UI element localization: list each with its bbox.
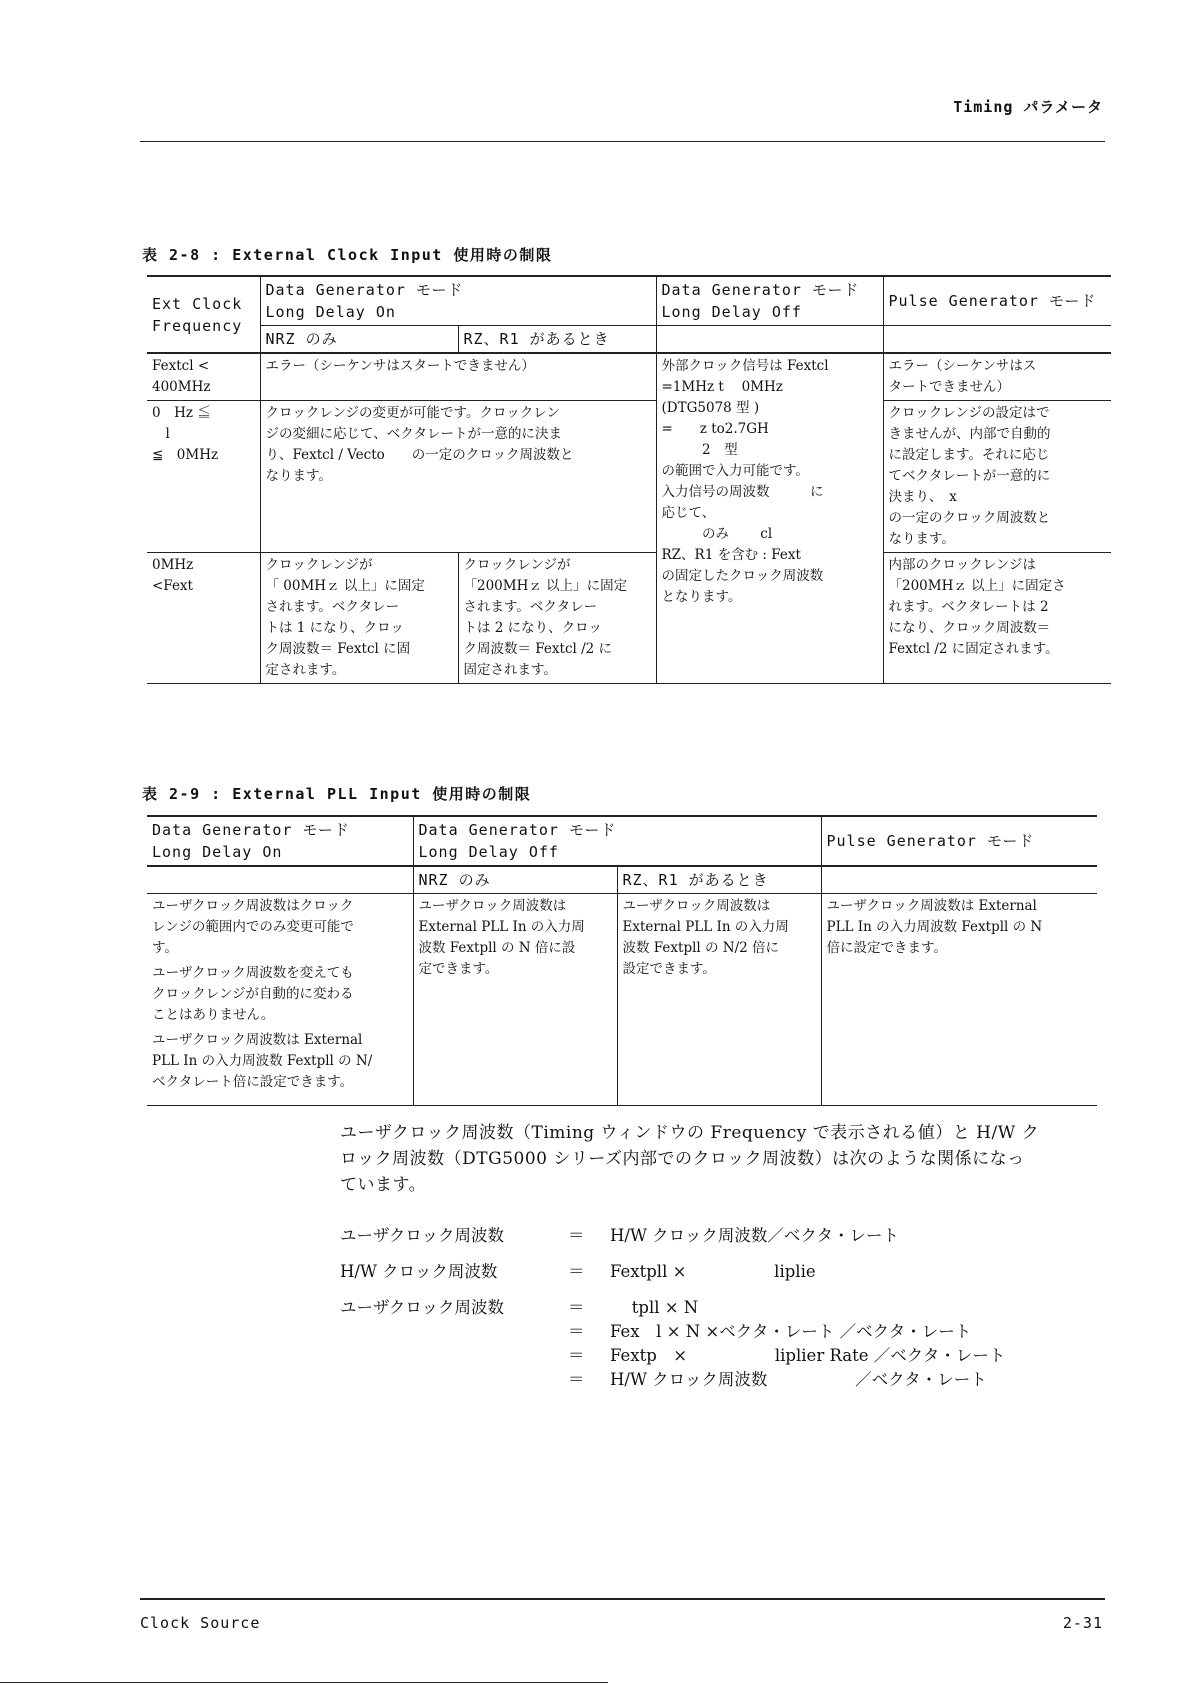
relation-rhs: Fex l × N ×ベクタ・レート ／ベクタ・レート (610, 1322, 972, 1341)
relation-eq: ＝ (568, 1370, 585, 1389)
row1-long-delay-on: エラー（シーケンサはスタートできません） (260, 353, 656, 401)
subheader-empty (656, 326, 883, 354)
subheader-nrz: NRZ のみ (413, 866, 617, 894)
row3-pulse-gen: 内部のクロックレンジは 「200MHｚ 以上」に固定さ れます。ベクタレートは 2 になり、クロック周波数＝ Fextcl /2 に固定されます。 (883, 553, 1111, 684)
table-2-9 (147, 815, 1097, 1106)
header-dg-long-delay-off: Data Generator モード Long Delay Off (413, 816, 821, 866)
relation-rhs: H/W クロック周波数／ベクタ・レート (610, 1226, 899, 1245)
relation-lhs: ユーザクロック周波数 (340, 1226, 505, 1245)
relation-row (340, 1258, 816, 1282)
table-2-8-caption: 表 2-8 : External Clock Input 使用時の制限 (142, 246, 553, 264)
relation-rhs: tpll × N (610, 1298, 699, 1317)
row1-freq: Fextcl < 400MHz (147, 353, 260, 401)
relation-rhs: H/W クロック周波数 ／ベクタ・レート (610, 1370, 987, 1389)
relation-row (340, 1294, 698, 1318)
row3-rz: クロックレンジが 「200MHｚ 以上」に固定 されます。ベクタレー トは 2 になり、クロッ ク周波数＝ Fextcl /2 に 固定されます。 (458, 553, 656, 684)
relation-rhs: Fextp × liplier Rate ／ベクタ・レート (610, 1346, 1006, 1365)
pulse-gen-text: ユーザクロック周波数は External PLL In の入力周波数 Fextpll の N 倍に設定できます。 (821, 894, 1097, 1106)
footer-page-number: 2-31 (1062, 1614, 1103, 1632)
on-para-3: ユーザクロック周波数は External PLL In の入力周波数 Fextpll の N/ ベクタレート倍に設定できます。 (152, 1032, 373, 1090)
relation-lhs: ユーザクロック周波数 (340, 1298, 505, 1317)
running-header: Timing パラメータ (953, 98, 1103, 116)
subheader-empty (821, 866, 1097, 894)
body-paragraph: ユーザクロック周波数（Timing ウィンドウの Frequency で表示される値）と H/W ク ロック周波数（DTG5000 シリーズ内部でのクロック周波数）は次のような関係になっ ています。 (340, 1123, 1040, 1195)
relation-eq: ＝ (568, 1322, 585, 1341)
subheader-rz: RZ、R1 があるとき (617, 866, 821, 894)
row2-pulse-gen: クロックレンジの設定はで きませんが、内部で自動的 に設定します。それに応じ てベクタレートが一意的に 決まり、 x の一定のクロック周波数と なります。 (883, 401, 1111, 553)
subheader-nrz: NRZ のみ (260, 326, 458, 354)
row1-pulse-gen: エラー（シーケンサはス タートできません） (883, 353, 1111, 401)
nrz-text: ユーザクロック周波数は External PLL In の入力周 波数 Fextpll の N 倍に設 定できます。 (413, 894, 617, 1106)
header-pulse-generator: Pulse Generator モード (821, 816, 1097, 866)
relation-row (340, 1366, 987, 1390)
relation-eq: ＝ (568, 1298, 585, 1317)
relation-row (340, 1222, 899, 1246)
relation-lhs: H/W クロック周波数 (340, 1262, 498, 1281)
footer-rule (140, 1598, 1105, 1600)
long-delay-on-text (147, 894, 413, 1106)
relation-eq: ＝ (568, 1262, 585, 1281)
header-rule (140, 141, 1105, 142)
subheader-rz: RZ、R1 があるとき (458, 326, 656, 354)
relation-eq: ＝ (568, 1226, 585, 1245)
header-pulse-generator: Pulse Generator モード (883, 276, 1111, 326)
relation-rhs: Fextpll × liplie (610, 1262, 816, 1281)
relation-row (340, 1342, 1005, 1366)
row3-nrz: クロックレンジが 「 00MHｚ 以上」に固定 されます。ベクタレー トは 1 になり、クロッ ク周波数＝ Fextcl に固 定されます。 (260, 553, 458, 684)
relation-row (340, 1318, 971, 1342)
header-dg-long-delay-on: Data Generator モード Long Delay On (147, 816, 413, 866)
header-dg-long-delay-off: Data Generator モード Long Delay Off (656, 276, 883, 326)
rz-text: ユーザクロック周波数は External PLL In の入力周 波数 Fextpll の N/2 倍に 設定できます。 (617, 894, 821, 1106)
footer-section-title: Clock Source (140, 1614, 261, 1632)
row2-long-delay-on: クロックレンジの変更が可能です。クロックレン ジの変細に応じて、ベクタレートが一意的に決ま り、Fextcl / Vecto の一定のクロック周波数と なります。 (260, 401, 656, 553)
subheader-empty (883, 326, 1111, 354)
bottom-edge-rule (0, 1682, 608, 1683)
header-ext-clock: Ext Clock Frequency (147, 276, 260, 353)
on-para-2: ユーザクロック周波数を変えても クロックレンジが自動的に変わる ことはありません。 (152, 965, 354, 1023)
row3-freq: 0MHz <Fext (147, 553, 260, 684)
table-2-9-caption: 表 2-9 : External PLL Input 使用時の制限 (142, 785, 532, 803)
relation-eq: ＝ (568, 1346, 585, 1365)
long-delay-off-text: 外部クロック信号は Fextcl =1MHz t 0MHz (DTG5078 型 ) = z to2.7GH 2 型 の範囲で入力可能です。 入力信号の周波数 に 応じて、 のみ cl RZ、R1 を含む : Fext の固定したクロック周波数 となります。 (656, 353, 883, 684)
subheader-empty (147, 866, 413, 894)
header-dg-long-delay-on: Data Generator モード Long Delay On (260, 276, 656, 326)
row2-freq: 0 Hz ≦ l ≦ 0MHz (147, 401, 260, 553)
on-para-1: ユーザクロック周波数はクロック レンジの範囲内でのみ変更可能で す。 (152, 898, 354, 956)
table-2-8 (147, 275, 1111, 684)
